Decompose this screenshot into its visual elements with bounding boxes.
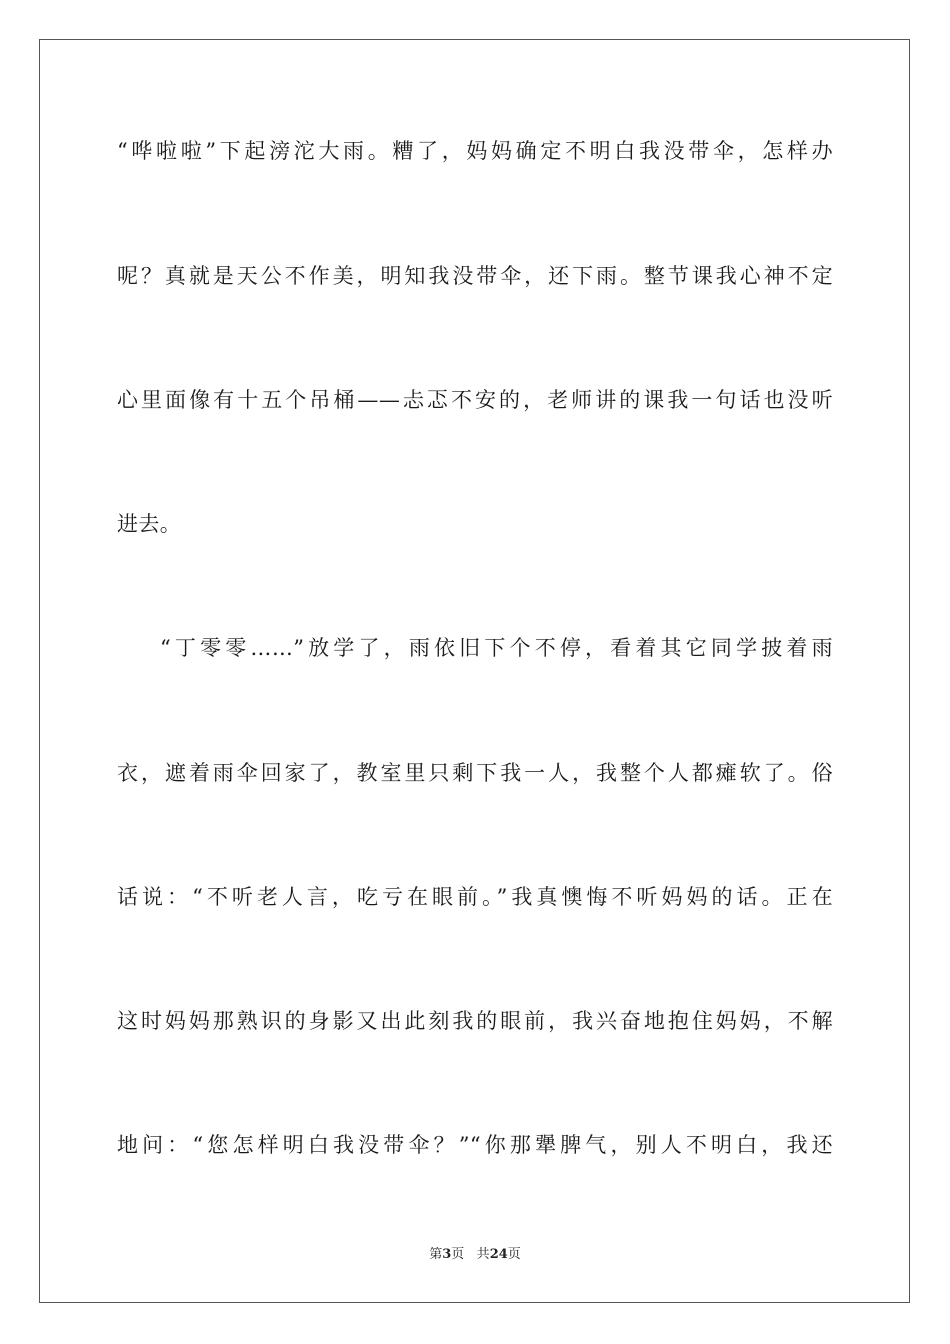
- text-line-8: 这时妈妈那熟识的身影又出此刻我的眼前，我兴奋地抱住妈妈，不解: [117, 1009, 833, 1033]
- text-line-1: “哗啦啦”下起滂沱大雨。糟了，妈妈确定不明白我没带伞，怎样办: [117, 139, 833, 163]
- page-border: [39, 39, 910, 1303]
- footer-separator: [464, 1247, 476, 1262]
- footer-total-unit: 页: [507, 1247, 521, 1262]
- text-line-9: 地问：“您怎样明白我没带伞？”“你那犟脾气，别人不明白，我还: [117, 1133, 833, 1157]
- text-line-3: 心里面像有十五个吊桶——忐忑不安的，老师讲的课我一句话也没听: [117, 388, 833, 412]
- text-line-7: 话说：“不听老人言，吃亏在眼前。”我真懊悔不听妈妈的话。正在: [117, 885, 833, 909]
- text-line-2: 呢？真就是天公不作美，明知我没带伞，还下雨。整节课我心神不定: [117, 264, 833, 288]
- text-line-6: 衣，遮着雨伞回家了，教室里只剩下我一人，我整个人都瘫软了。俗: [117, 761, 833, 785]
- text-line-4: 进去。: [117, 512, 182, 536]
- text-line-5: “丁零零……”放学了，雨依旧下个不停，看着其它同学披着雨: [160, 636, 833, 660]
- current-page-number: 3: [442, 1247, 452, 1262]
- footer-total-prefix: 共: [476, 1247, 490, 1262]
- total-page-number: 24: [489, 1247, 508, 1262]
- footer-page-unit: 页: [451, 1247, 465, 1262]
- page-number-footer: [0, 1246, 950, 1264]
- footer-prefix: 第: [429, 1247, 443, 1262]
